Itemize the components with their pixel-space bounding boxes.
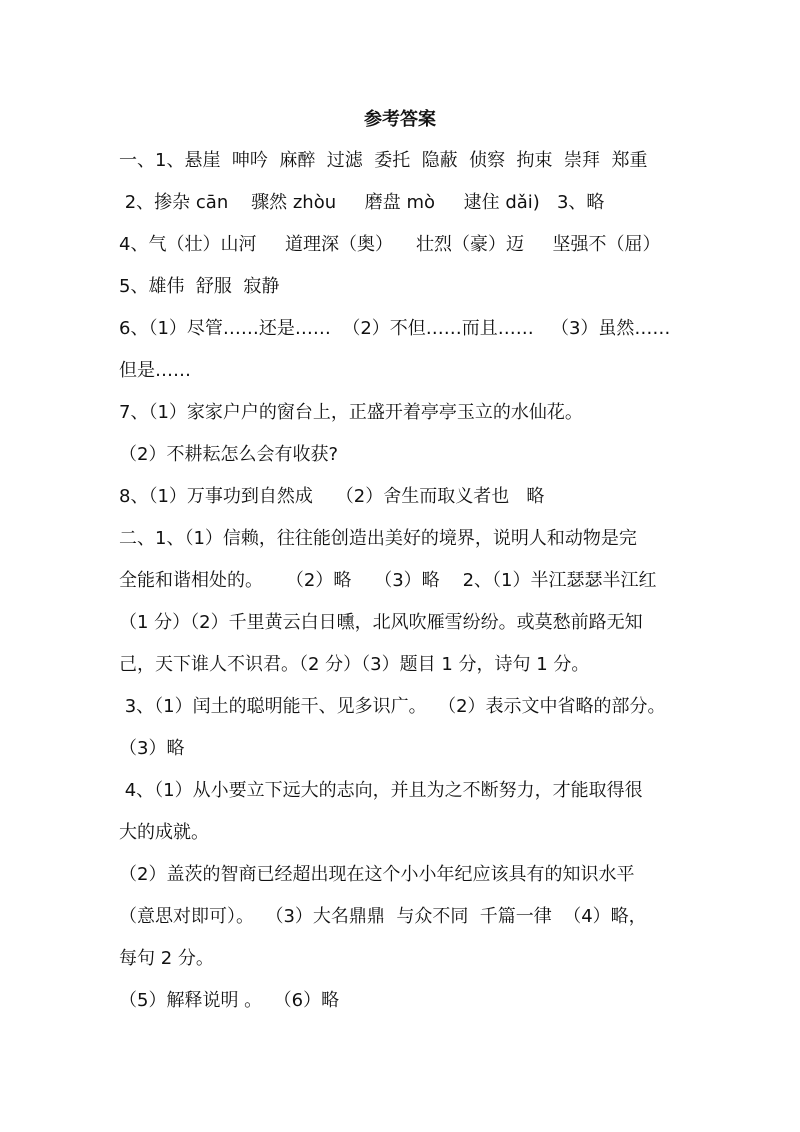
- answer-line-section2-q1-cont: 全能和谐相处的。 （2）略 （3）略 2、（1）半江瑟瑟半江红: [119, 570, 657, 591]
- answer-line-section1-q4: 4、气（壮）山河 道理深（奥） 壮烈（豪）迈 坚强不（屈）: [119, 234, 661, 255]
- answer-line-section1-q1: 一、1、悬崖 呻吟 麻醉 过滤 委托 隐蔽 侦察 拘束 崇拜 郑重: [119, 150, 648, 171]
- answer-line-section1-q7-1: 7、（1）家家户户的窗台上，正盛开着亭亭玉立的水仙花。: [119, 402, 583, 423]
- answer-line-section2-q3-cont: （3）略: [119, 738, 185, 759]
- answer-line-section2-q4-5: （5）解释说明 。 （6）略: [119, 990, 340, 1011]
- answer-line-section2-q4-2: （2）盖茨的智商已经超出现在这个小小年纪应该具有的知识水平: [119, 864, 635, 885]
- answer-line-section1-q6: 6、（1）尽管……还是…… （2）不但……而且…… （3）虽然……: [119, 318, 671, 339]
- answer-line-section1-q8: 8、（1）万事功到自然成 （2）舍生而取义者也 略: [119, 486, 545, 507]
- answer-line-section2-q4: 4、（1）从小要立下远大的志向，并且为之不断努力，才能取得很: [119, 780, 643, 801]
- answer-line-section1-q6-cont: 但是……: [119, 360, 191, 381]
- answer-line-section1-q7-2: （2）不耕耘怎么会有收获?: [119, 444, 339, 465]
- answer-line-section2-q4-3: （意思对即可）。 （3）大名鼎鼎 与众不同 千篇一律 （4）略，: [119, 906, 647, 927]
- answer-line-section2-q2-end: 己，天下谁人不识君。（2 分）（3）题目 1 分，诗句 1 分。: [119, 654, 590, 675]
- answer-line-section1-q5: 5、雄伟 舒服 寂静: [119, 276, 280, 297]
- answer-line-section2-q4-4: 每句 2 分。: [119, 948, 214, 969]
- answer-line-section2-q2-cont: （1 分）（2）千里黄云白日曛，北风吹雁雪纷纷。或莫愁前路无知: [119, 612, 643, 633]
- page-title: 参考答案: [364, 109, 436, 130]
- answer-line-section1-q2-q3: 2、掺杂 cān 骤然 zhòu 磨盘 mò 逮住 dǎi) 3、略: [119, 192, 605, 213]
- answer-line-section2-q1: 二、1、（1）信赖，往往能创造出美好的境界，说明人和动物是完: [119, 528, 637, 549]
- answer-line-section2-q4-cont: 大的成就。: [119, 822, 209, 843]
- answer-line-section2-q3: 3、（1）闰土的聪明能干、见多识广。 （2）表示文中省略的部分。: [119, 696, 666, 717]
